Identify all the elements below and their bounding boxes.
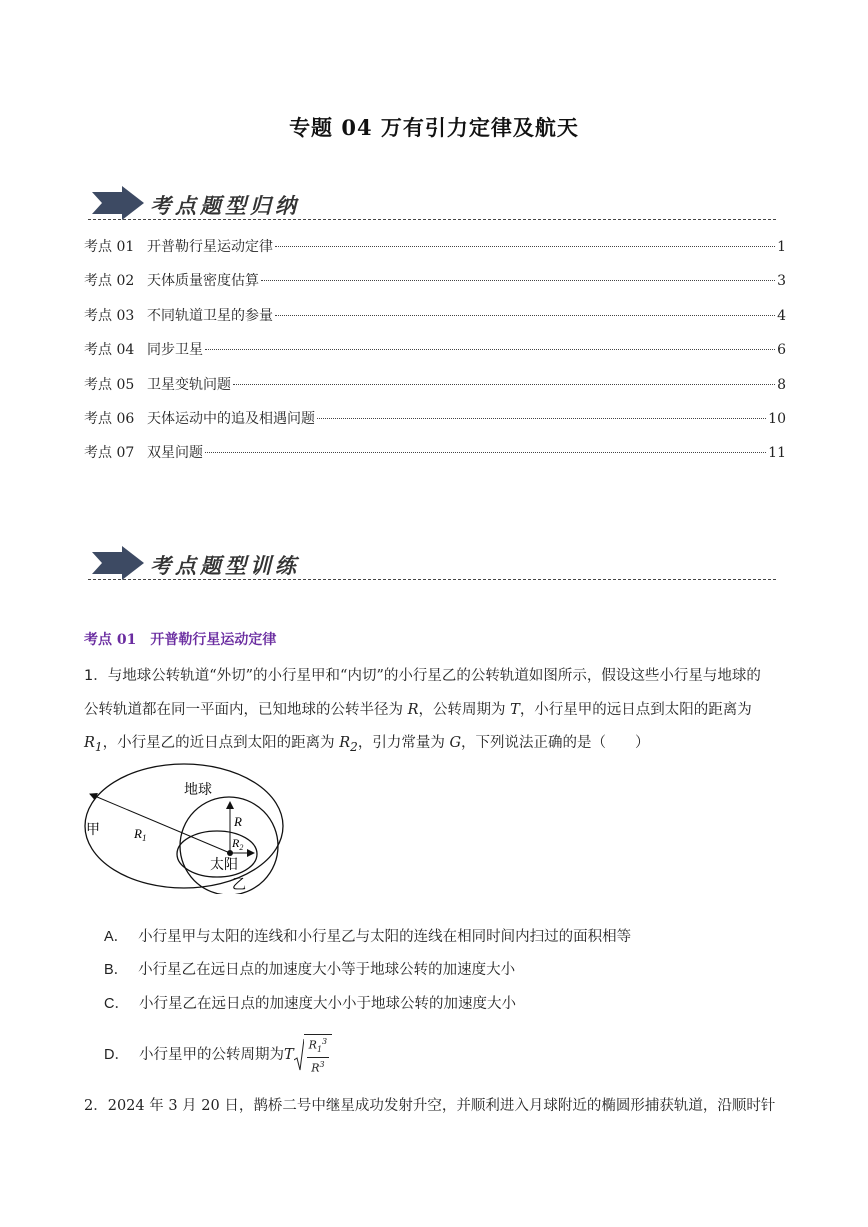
toc-row[interactable] (84, 374, 786, 408)
question-text: ，引力常量为 (357, 735, 450, 751)
question-text: 与地球公转轨道“外切”的小行星甲和“内切”的小行星乙的公转轨道如图所示，假设这些小行星与地球的 (107, 668, 761, 684)
toc-page: 4 (777, 307, 786, 324)
label-r2: $R_2$ (232, 836, 244, 852)
table-of-contents (84, 236, 786, 477)
toc-leader (317, 418, 766, 419)
option-a[interactable] (104, 925, 631, 946)
question-line (84, 660, 784, 694)
toc-page: 6 (777, 342, 786, 359)
question-1 (84, 660, 784, 764)
section-banner-practice (88, 546, 776, 586)
toc-leader (275, 246, 775, 247)
toc-title: 双星问题 (147, 445, 203, 462)
banner-text: 考点题型归纳 (150, 193, 300, 218)
toc-page: 1 (777, 239, 786, 255)
subscript: 1 (94, 739, 103, 754)
toc-row[interactable] (84, 236, 786, 270)
toc-code: 考点 07 (84, 445, 135, 462)
document-title: 专题 04 万有引力定律及航天 (289, 115, 579, 140)
arrow-icon (88, 186, 148, 220)
toc-code: 考点 01 (84, 239, 135, 255)
sqrt-icon (294, 1038, 304, 1072)
variable: R (407, 701, 419, 718)
banner-text: 考点题型训练 (150, 553, 300, 578)
question-text: ，小行星乙的近日点到太阳的距离为 (102, 735, 340, 751)
question-text: 2．2024 年 3 月 20 日，鹊桥二号中继星成功发射升空，并顺利进入月球附近的椭圆形捕获轨道，沿顺时针 (84, 1098, 776, 1114)
label-sun: 太阳 (210, 857, 238, 873)
fraction (307, 1035, 329, 1076)
toc-row[interactable] (84, 270, 786, 304)
banner-rule (88, 579, 776, 580)
toc-leader (205, 349, 775, 350)
toc-page: 3 (777, 273, 786, 290)
option-text: 小行星甲的公转周期为 (138, 1046, 284, 1063)
toc-leader (275, 315, 775, 316)
label-earth: 地球 (184, 782, 212, 798)
toc-code: 考点 03 (84, 307, 135, 324)
toc-leader (261, 280, 775, 281)
option-text: 小行星乙在远日点的加速度大小小于地球公转的加速度大小 (138, 996, 516, 1012)
question-text: ，下列说法正确的是（ ） (461, 735, 650, 751)
toc-title: 开普勒行星运动定律 (147, 239, 273, 255)
fraction-denominator: $R^3$ (311, 1059, 325, 1075)
label-yi: 乙 (232, 877, 246, 893)
formula-t: T (283, 1046, 294, 1063)
option-text: 小行星甲与太阳的连线和小行星乙与太阳的连线在相同时间内扫过的面积相等 (138, 929, 632, 945)
variable: R (84, 735, 95, 751)
toc-row[interactable] (84, 408, 786, 442)
label-r1: $R_1$ (134, 826, 147, 843)
variable: T (510, 701, 520, 718)
toc-title: 同步卫星 (147, 342, 203, 359)
sqrt-body (304, 1034, 332, 1076)
variable: G (449, 735, 462, 751)
toc-row[interactable] (84, 305, 786, 339)
option-label: D． (104, 1046, 129, 1063)
toc-row[interactable] (84, 442, 786, 476)
toc-code: 考点 06 (84, 410, 135, 427)
toc-code: 考点 04 (84, 342, 135, 359)
question-number: 1． (84, 668, 108, 684)
section-code: 考点 01 (84, 632, 137, 648)
option-c[interactable] (104, 992, 516, 1013)
toc-page: 10 (768, 410, 786, 427)
toc-title: 不同轨道卫星的参量 (147, 307, 273, 324)
toc-code: 考点 02 (84, 273, 135, 290)
sqrt-formula (294, 1034, 332, 1076)
question-line (84, 694, 784, 728)
option-label: A． (104, 929, 129, 945)
option-label: B． (104, 962, 129, 978)
option-b[interactable] (104, 958, 515, 979)
fraction-numerator: $R_1^3$ (307, 1035, 329, 1058)
toc-row[interactable] (84, 339, 786, 373)
orbit-earth (180, 797, 278, 894)
section-title: 开普勒行星运动定律 (150, 632, 277, 648)
toc-page: 8 (777, 376, 786, 393)
option-text: 小行星乙在远日点的加速度大小等于地球公转的加速度大小 (138, 962, 516, 978)
label-jia: 甲 (86, 822, 100, 838)
subscript: 2 (350, 739, 358, 754)
section-heading (84, 629, 276, 649)
question-text: 公转轨道都在同一平面内，已知地球的公转半径为 (84, 701, 408, 718)
question-2 (84, 1094, 784, 1115)
option-d[interactable] (104, 1034, 332, 1076)
toc-title: 天体运动中的追及相遇问题 (147, 410, 315, 427)
toc-leader (205, 452, 766, 453)
banner-rule (88, 219, 776, 220)
section-banner-summary (88, 186, 776, 226)
question-text: ，公转周期为 (418, 701, 511, 718)
question-line (84, 727, 784, 764)
toc-leader (233, 384, 775, 385)
r1-arrow (90, 794, 230, 853)
toc-title: 天体质量密度估算 (147, 273, 259, 290)
toc-code: 考点 05 (84, 376, 135, 393)
orbit-diagram (84, 762, 294, 894)
variable: R (339, 735, 351, 751)
question-text: ，小行星甲的远日点到太阳的距离为 (519, 701, 752, 718)
toc-title: 卫星变轨问题 (147, 376, 231, 393)
option-label: C． (104, 996, 129, 1012)
label-r: R (234, 814, 242, 829)
arrow-icon (88, 546, 148, 580)
toc-page: 11 (768, 445, 786, 462)
